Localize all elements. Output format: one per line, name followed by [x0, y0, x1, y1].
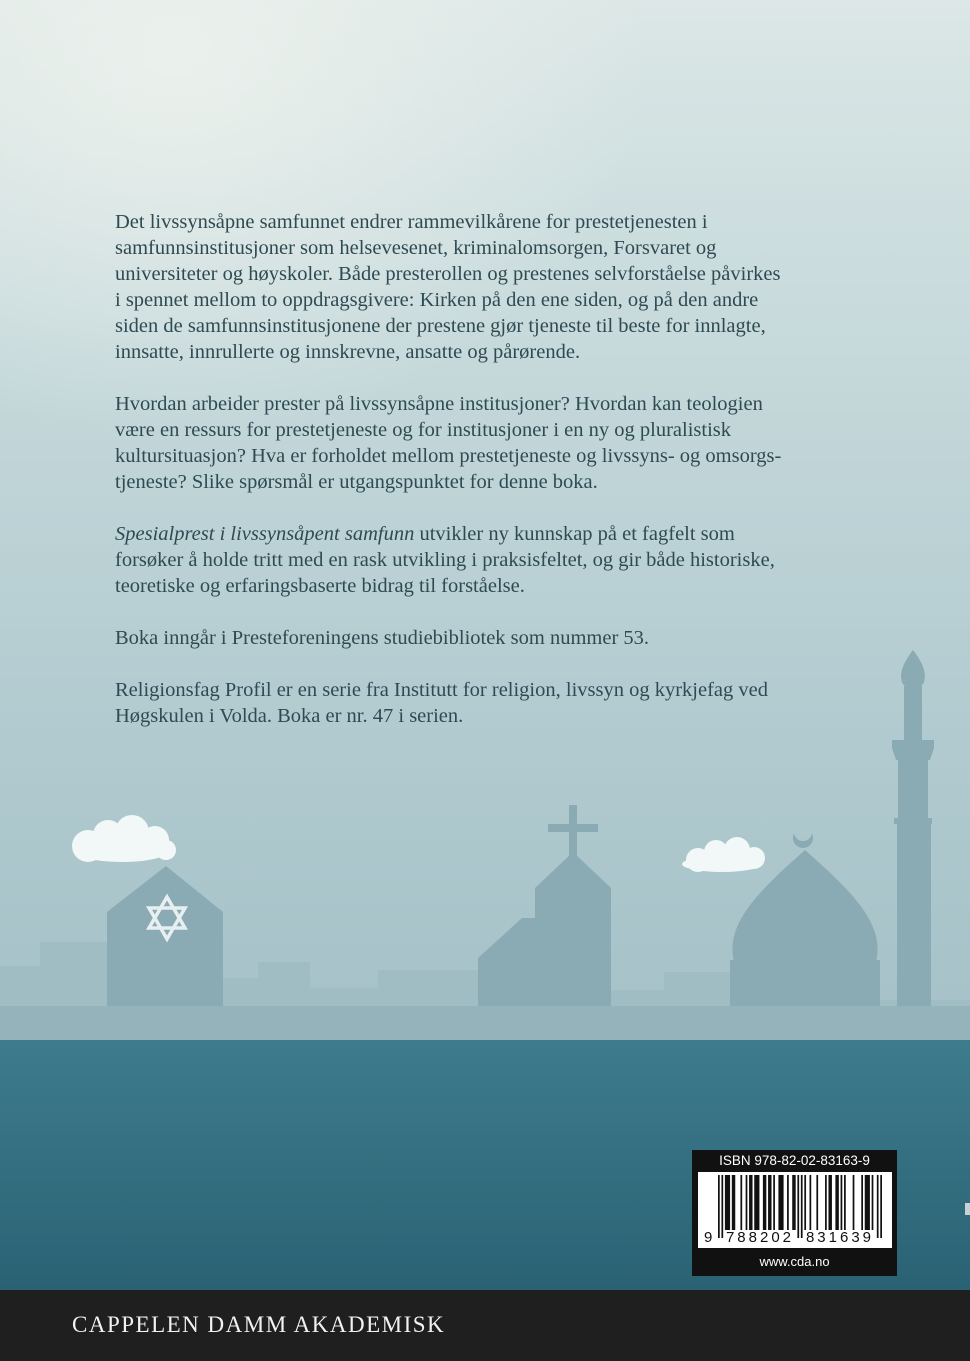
barcode-bar	[804, 1175, 806, 1230]
barcode-bar	[773, 1175, 775, 1230]
barcode-digits-right: 831639	[805, 1229, 875, 1246]
barcode-bar	[768, 1175, 771, 1230]
paragraph-questions	[115, 391, 781, 495]
barcode-bar	[825, 1175, 827, 1230]
cloud-left	[72, 815, 176, 862]
edge-mark	[965, 1203, 970, 1215]
cross-icon	[548, 805, 598, 857]
barcode-bar	[787, 1175, 789, 1230]
barcode-bar	[754, 1175, 759, 1230]
barcode-bar	[865, 1175, 870, 1230]
text-line: være en ressurs for prestetjeneste og for institusjoner i en ny og pluralistisk	[115, 419, 732, 441]
minaret-top	[901, 650, 925, 688]
text-fragment: utvikler ny kunnskap på et fagfelt som	[419, 523, 735, 545]
text-line: Religionsfag Profil er en serie fra Institutt for religion, livssyn og kyrkjefag ved	[115, 679, 768, 701]
barcode-guard-bar	[797, 1175, 799, 1238]
text-line: universiteter og høyskoler. Både presterollen og prestenes selvforståelse påvirkes	[115, 263, 781, 285]
text-line	[115, 521, 781, 547]
cross-horizontal	[548, 824, 598, 832]
text-line: teoretiske og erfaringsbaserte bidrag til forståelse.	[115, 575, 525, 597]
minaret-middle-shaft	[898, 758, 928, 820]
text-line: Boka inngår i Presteforeningens studiebibliotek som nummer 53.	[115, 627, 650, 649]
text-line: tjeneste? Slike spørsmål er utgangspunktet for denne boka.	[115, 471, 598, 493]
text-line: i spennet mellom to oppdragsgivere: Kirken på den ene siden, og på den andre	[115, 289, 759, 311]
blurb-text	[115, 209, 781, 755]
barcode-bar	[763, 1175, 766, 1230]
barcode-bar	[844, 1175, 846, 1230]
minaret-upper-shaft	[904, 686, 922, 742]
text-line: siden de samfunnsinstitusjonene der prestene gjør tjeneste til beste for innlagte,	[115, 315, 766, 337]
paragraph-intro	[115, 209, 781, 365]
text-line: Det livssynsåpne samfunnet endrer rammevilkårene for prestetjenesten i	[115, 211, 708, 233]
minaret-balcony	[892, 740, 934, 748]
barcode-bar	[749, 1175, 752, 1230]
barcode-bar	[732, 1175, 735, 1230]
isbn-barcode-box	[692, 1150, 897, 1276]
barcode-guard-bar	[880, 1175, 882, 1238]
barcode-bar	[725, 1175, 730, 1230]
barcode-guard-bar	[718, 1175, 720, 1238]
barcode-bar	[746, 1175, 748, 1230]
paragraph-library	[115, 625, 781, 651]
barcode-digits-left: 788202	[725, 1229, 795, 1246]
publisher-website: www.cda.no	[759, 1254, 830, 1269]
book-title: Spesialprest i livssynsåpent samfunn	[115, 523, 415, 545]
barcode-bar	[778, 1175, 783, 1230]
text-line: innsatte, innrullerte og innskrevne, ansatte og pårørende.	[115, 341, 581, 363]
barcode-bar	[816, 1175, 818, 1230]
barcode-bar	[861, 1175, 863, 1230]
minaret-silhouette	[892, 650, 934, 1040]
isbn-number: ISBN 978-82-02-83163-9	[719, 1153, 870, 1168]
barcode-bar	[835, 1175, 838, 1230]
text-line: Høgskulen i Volda. Boka er nr. 47 i serien.	[115, 705, 464, 727]
church-silhouette	[478, 805, 611, 1040]
barcode-bar	[740, 1175, 742, 1230]
barcode-bar	[841, 1175, 843, 1230]
barcode-bar	[809, 1175, 811, 1230]
barcode-digit-first: 9	[704, 1229, 713, 1246]
barcode-guard-bar	[721, 1175, 723, 1238]
text-line: Hvordan arbeider prester på livssynsåpne institusjoner? Hvordan kan teologien	[115, 393, 763, 415]
barcode-bar	[792, 1175, 795, 1230]
paragraph-book-description	[115, 521, 781, 599]
barcode-guard-bar	[877, 1175, 879, 1238]
text-line: forsøker å holde tritt med en rask utvikling i praksisfeltet, og gir både historiske,	[115, 549, 775, 571]
cloud-part	[156, 840, 176, 860]
cloud-right	[682, 837, 765, 872]
text-line: kultursituasjon? Hva er forholdet mellom prestetjeneste og livssyns- og omsorgs-	[115, 445, 782, 467]
barcode-guard-bar	[801, 1175, 803, 1238]
barcode-bar	[853, 1175, 855, 1230]
publisher-logo: CAPPELEN DAMM AKADEMISK	[72, 1312, 446, 1337]
text-line: samfunnsinstitusjoner som helsevesenet, kriminalomsorgen, Forsvaret og	[115, 237, 717, 259]
barcode-bar	[828, 1175, 831, 1230]
publisher-band	[0, 1290, 970, 1361]
barcode-bar	[872, 1175, 874, 1230]
cloud-part	[743, 847, 765, 869]
barcode	[698, 1172, 892, 1248]
paragraph-series	[115, 677, 781, 729]
crescent-icon	[793, 833, 813, 848]
foreground-buildings-strip	[0, 1006, 970, 1040]
